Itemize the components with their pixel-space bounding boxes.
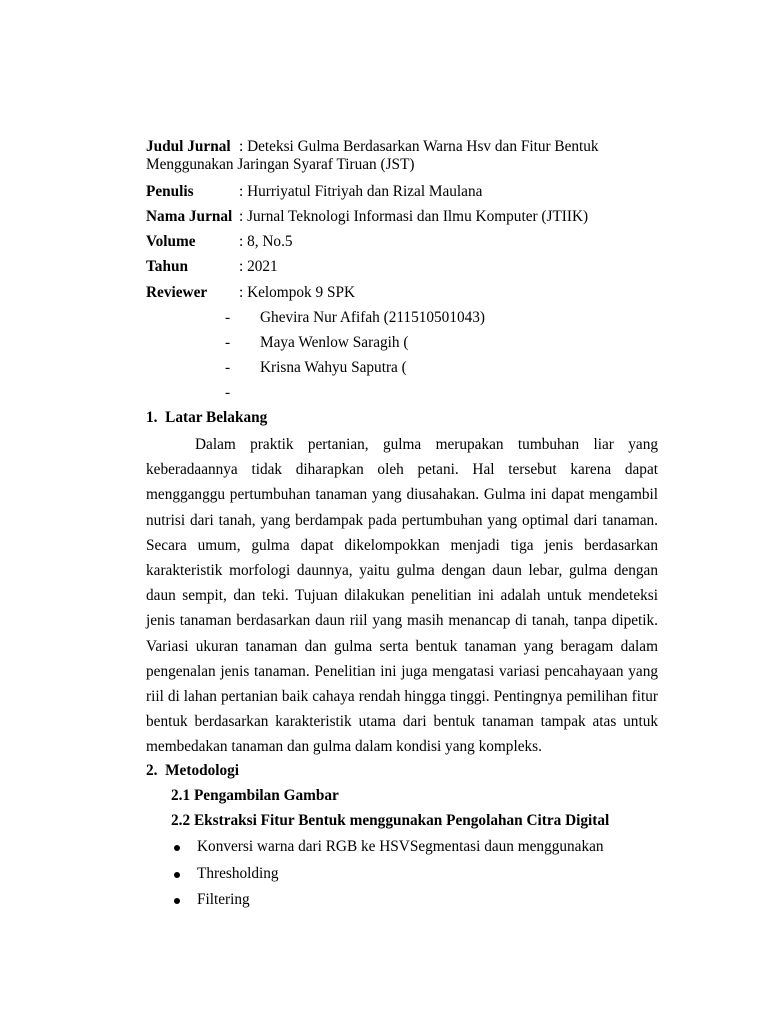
reviewer-dash: - (225, 384, 231, 401)
bullet-icon (174, 872, 180, 878)
bullet-icon (174, 898, 180, 904)
bullet-item: Filtering (197, 891, 250, 908)
reviewer-name: Ghevira Nur Afifah (211510501043) (260, 309, 486, 326)
reviewer-dash: - (225, 359, 231, 376)
bullet-item: Konversi warna dari RGB ke HSVSegmentasi daun menggunakan (197, 838, 604, 855)
reviewer-dash: - (225, 334, 231, 351)
author-value: : Hurriyatul Fitriyah dan Rizal Maulana (239, 183, 483, 200)
reviewer-name: Krisna Wahyu Saputra ( (260, 359, 407, 376)
section-heading-latar-belakang: 1. Latar Belakang (146, 409, 268, 426)
background-paragraph: Dalam praktik pertanian, gulma merupakan tumbuhan liar yang keberadaannya tidak diharapkan oleh petani. Hal tersebut karena dapat mengganggu pertumbuhan tanaman yang diusahakan. Gulma ini dapat mengambil nutrisi dari tanah, yang berdampak pada pertumbuhan yang optimal dari tanaman. Secara umum, gulma dapat dikelompokkan menjadi tiga jenis berdasarkan karakteristik morfologi daunnya, yaitu gulma dengan daun lebar, gulma dengan daun sempit, dan teki. Tujuan dilakukan penelitian ini adalah untuk mendeteksi jenis tanaman berdasarkan daun riil yang masih menancap di tanah, tanpa dipetik. Variasi ukuran tanaman dan gulma serta bentuk tanaman yang beragam dalam pengenalan jenis tanaman. Penelitian ini juga mengatasi variasi pencahayaan yang riil di lahan pertanian baik cahaya rendah hingga tinggi. Pentingnya pemilihan fitur bentuk berdasarkan karakteristik utama dari bentuk tanaman tampak atas untuk membedakan tanaman dan gulma dalam kondisi yang kompleks. (146, 436, 658, 756)
reviewer-value: : Kelompok 9 SPK (239, 284, 356, 301)
section-heading-metodologi: 2. Metodologi (146, 762, 240, 779)
reviewer-name: Maya Wenlow Saragih ( (260, 334, 409, 351)
title-label: Judul Jurnal (146, 138, 231, 155)
bullet-icon (174, 845, 180, 851)
year-label: Tahun (146, 258, 188, 275)
subsection-heading-pengambilan-gambar: 2.1 Pengambilan Gambar (171, 787, 339, 804)
year-value: : 2021 (239, 258, 278, 275)
journal-value: : Jurnal Teknologi Informasi dan Ilmu Komputer (JTIIK) (239, 208, 589, 225)
volume-label: Volume (146, 233, 196, 250)
volume-value: : 8, No.5 (239, 233, 293, 250)
subsection-heading-ekstraksi-fitur: 2.2 Ekstraksi Fitur Bentuk menggunakan Pengolahan Citra Digital (171, 812, 610, 829)
bullet-item: Thresholding (197, 865, 279, 882)
journal-label: Nama Jurnal (146, 208, 233, 225)
author-label: Penulis (146, 183, 194, 200)
reviewer-dash: - (225, 309, 231, 326)
title-value-line1: : Deteksi Gulma Berdasarkan Warna Hsv dan Fitur Bentuk (239, 138, 599, 155)
title-value-line2: Menggunakan Jaringan Syaraf Tiruan (JST) (146, 156, 415, 173)
reviewer-label: Reviewer (146, 284, 208, 301)
